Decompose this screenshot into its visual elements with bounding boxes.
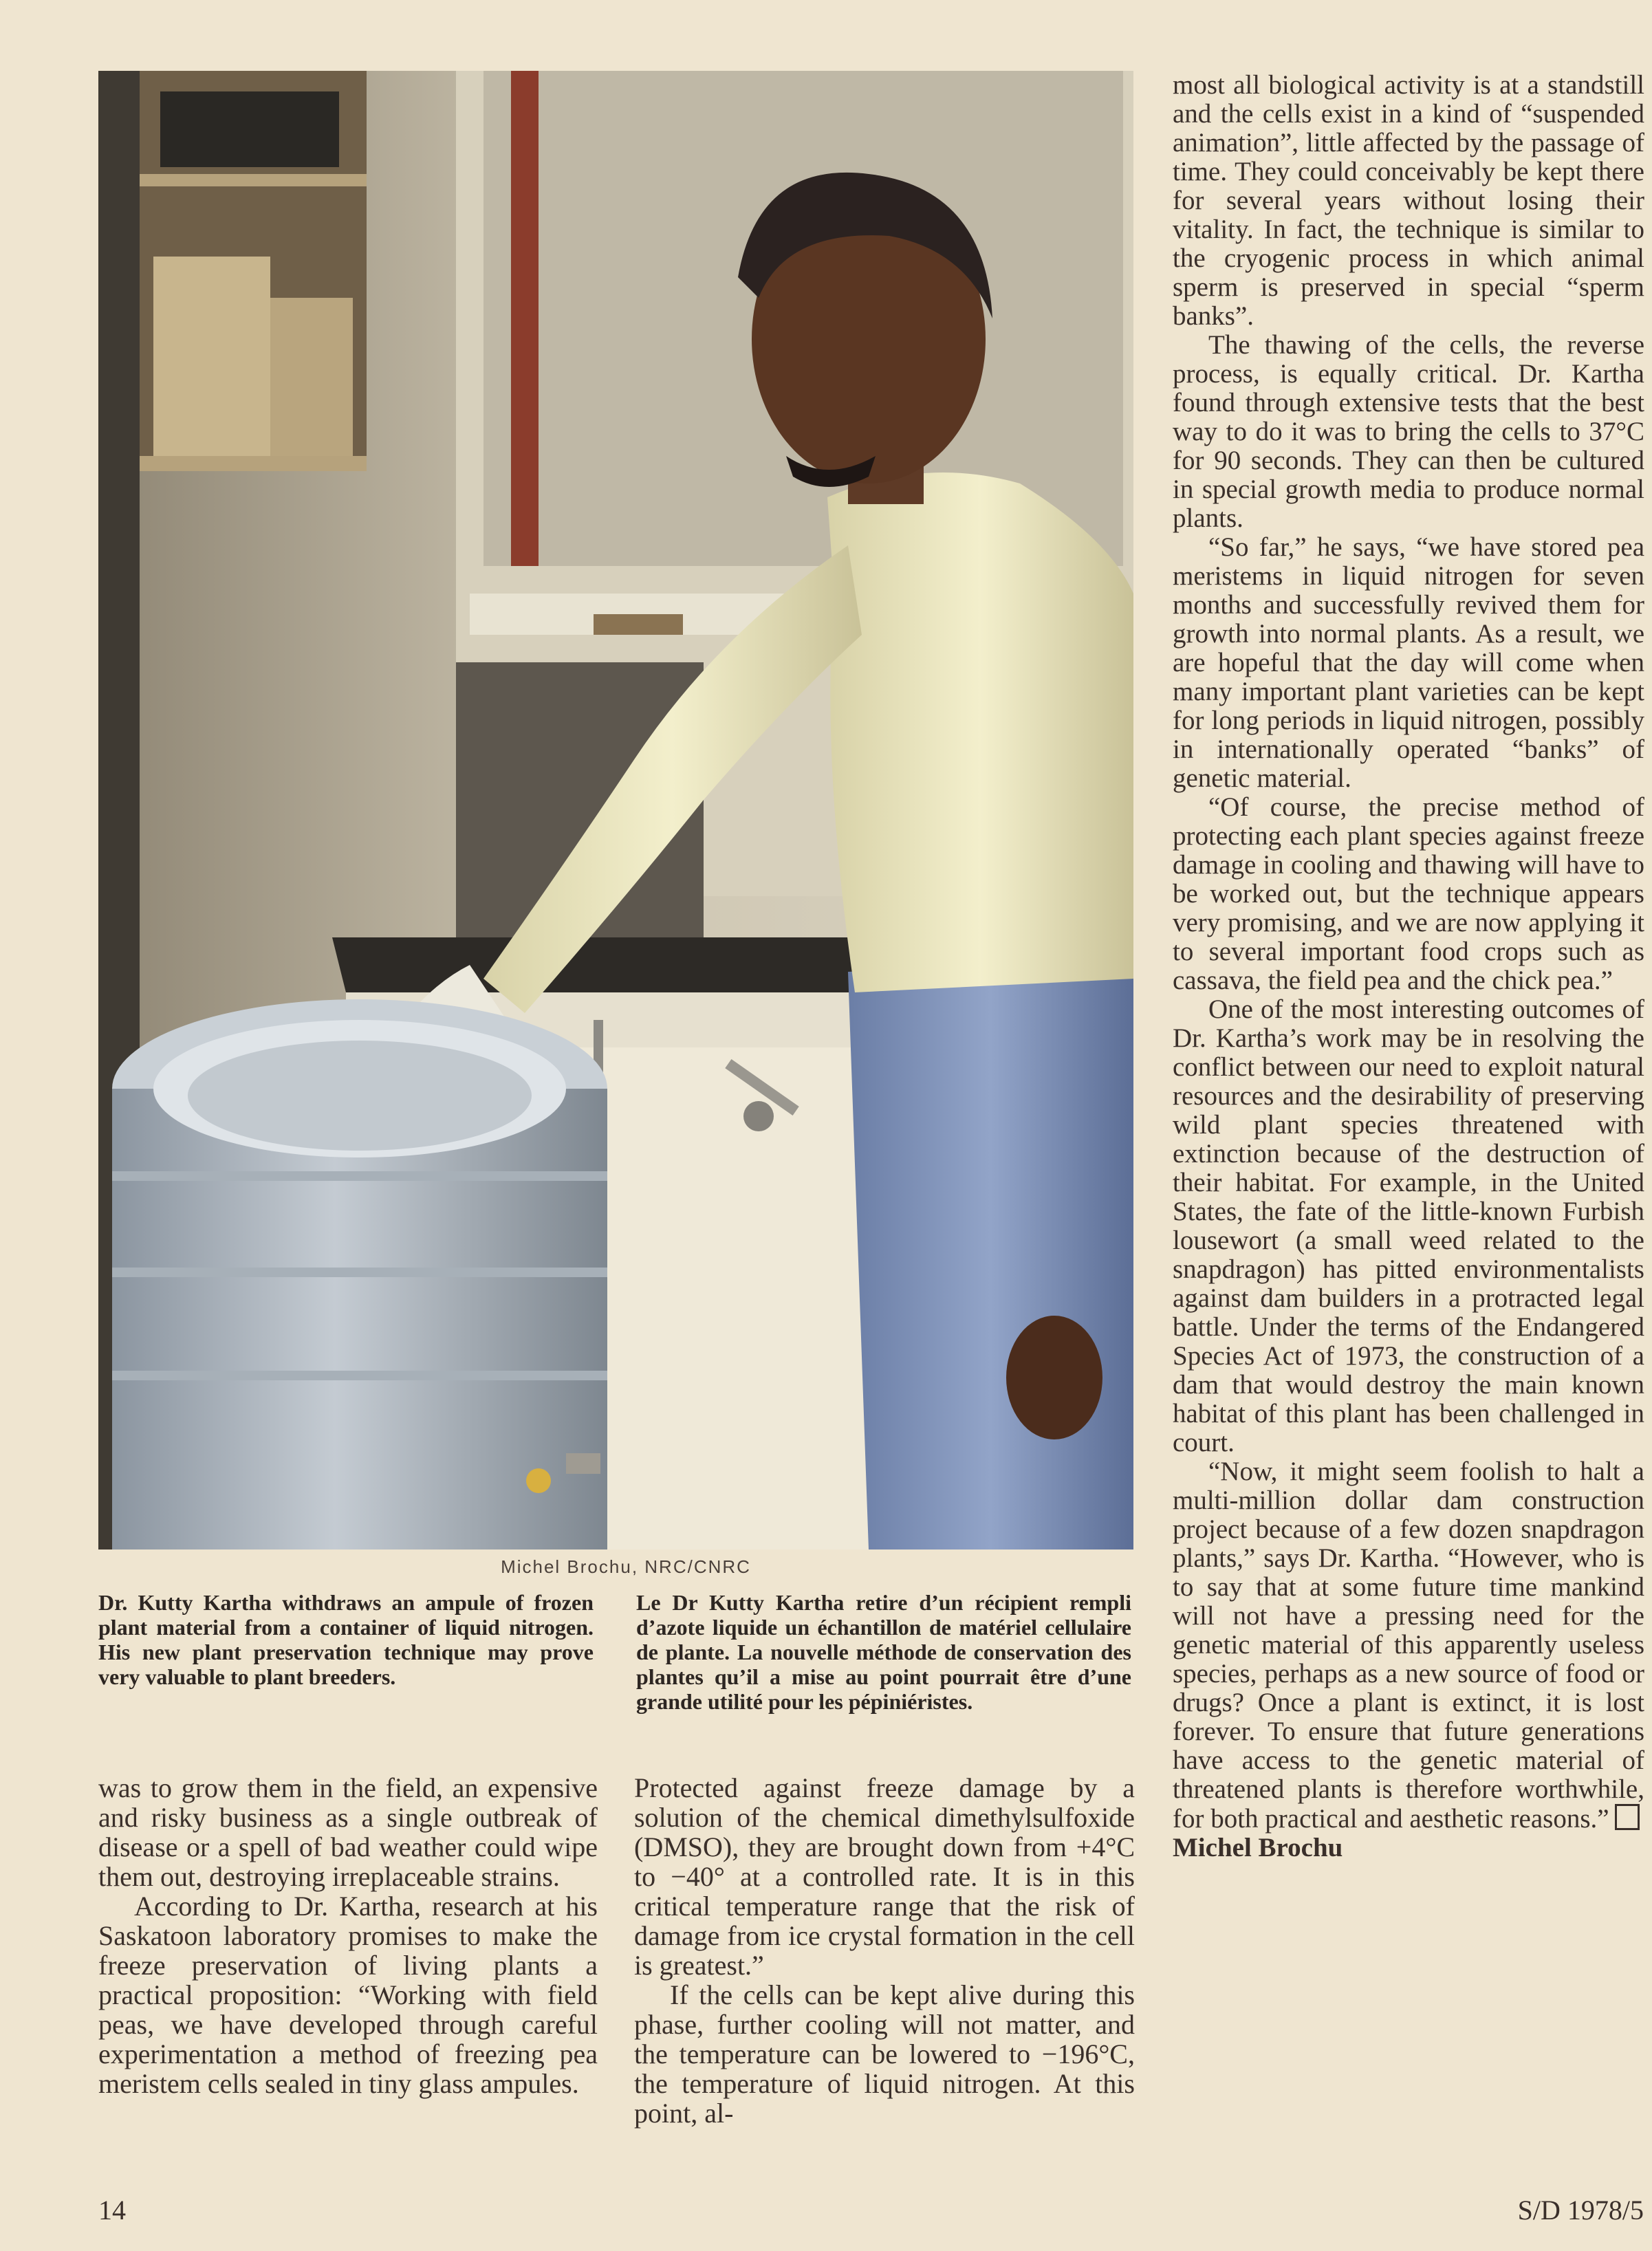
paragraph: was to grow them in the field, an expensive and risky business as a single outbreak of disease or a spell of bad weather could wipe them out, destroying irreplaceable strains.: [98, 1772, 598, 1892]
page-number: 14: [98, 2195, 126, 2226]
paragraph: “So far,” he says, “we have stored pea meristems in liquid nitrogen for seven months and successfully revived them for growth into normal plants. As a result, we are hopeful that the day will come when many important plant varieties can be kept for long periods in liquid nitrogen, possibly in internationally operated “banks” of genetic material.: [1173, 532, 1644, 793]
photo-credit: Michel Brochu, NRC/CNRC: [501, 1556, 751, 1577]
issue-label: S/D 1978/5: [1517, 2195, 1644, 2226]
paragraph: According to Dr. Kartha, research at his Saskatoon laboratory promises to make the freeze preservation of living plants a practical proposition: “Working with field peas, we have developed through careful experimentation a method of freezing pea meristem cells sealed in tiny glass ampules.: [98, 1891, 598, 2099]
paragraph: One of the most interesting outcomes of Dr. Kartha’s work may be in resolving the conflict between our need to exploit natural resources and the desirability of preserving wild plant species threatened with extinction because of the destruction of their habitat. For example, in the United States, the fate of the little-known Furbish lousewort (a small weed related to the snapdragon) has pitted environmentalists against dam builders in a protracted legal battle. Under the terms of the Endangered Species Act of 1973, the construction of a dam that would destroy the main known habitat of this plant has been challenged in court.: [1173, 994, 1644, 1457]
article-column-2: [634, 1773, 1135, 2128]
article-column-1: [98, 1773, 598, 2098]
article-column-3: [1173, 71, 1644, 1862]
author-byline: Michel Brochu: [1173, 1833, 1343, 1862]
caption-french: Le Dr Kutty Kartha retire d’un récipient rempli d’azote liquide un échantillon de matériel cellulaire de plante. La nouvelle méthode de conservation des plantes qu’il a mise au point pourrait être d’une grande utilité pour les pépiniéristes.: [636, 1590, 1131, 1714]
end-mark-icon: [1615, 1804, 1640, 1830]
paragraph: The thawing of the cells, the reverse process, is equally critical. Dr. Kartha found through extensive tests that the best way to do it was to bring the cells to 37°C for 90 seconds. They can then be cultured in special growth media to produce normal plants.: [1173, 330, 1644, 533]
paragraph-final: [1173, 1457, 1644, 1834]
article-photo: [98, 71, 1133, 1549]
paragraph: most all biological activity is at a standstill and the cells exist in a kind of “suspended animation”, little affected by the passage of time. They could conceivably be kept there for several years without losing their vitality. In fact, the technique is similar to the cryogenic process in which animal sperm is preserved in special “sperm banks”.: [1173, 70, 1644, 331]
photo-illustration: [98, 71, 1133, 1549]
caption-english: Dr. Kutty Kartha withdraws an ampule of frozen plant material from a container of liquid nitrogen. His new plant preservation technique may prove very valuable to plant breeders.: [98, 1590, 594, 1689]
paragraph-text: “Now, it might seem foolish to halt a multi-million dollar dam construction project because of a few dozen snapdragon plants,” says Dr. Kartha. “However, who is to say that at some future time mankind will not have a pressing need for the genetic material of this apparently useless species, perhaps as a new source of food or drugs? Once a plant is extinct, it is lost forever. To ensure that future generations have access to the genetic material of threatened plants is therefore worthwhile, for both practical and aesthetic reasons.”: [1173, 1457, 1644, 1834]
paragraph: Protected against freeze damage by a solution of the chemical dimethylsulfoxide (DMSO), they are brought down from +4°C to −40° at a controlled rate. It is in this critical temperature range that the risk of damage from ice crystal formation in the cell is greatest.”: [634, 1772, 1135, 1981]
paragraph: If the cells can be kept alive during this phase, further cooling will not matter, and the temperature can be lowered to −196°C, the temperature of liquid nitrogen. At this point, al-: [634, 1979, 1135, 2129]
paragraph: “Of course, the precise method of protecting each plant species against freeze damage in cooling and thawing will have to be worked out, but the technique appears very promising, and we are now applying it to several important food crops such as cassava, the field pea and the chick pea.”: [1173, 792, 1644, 995]
